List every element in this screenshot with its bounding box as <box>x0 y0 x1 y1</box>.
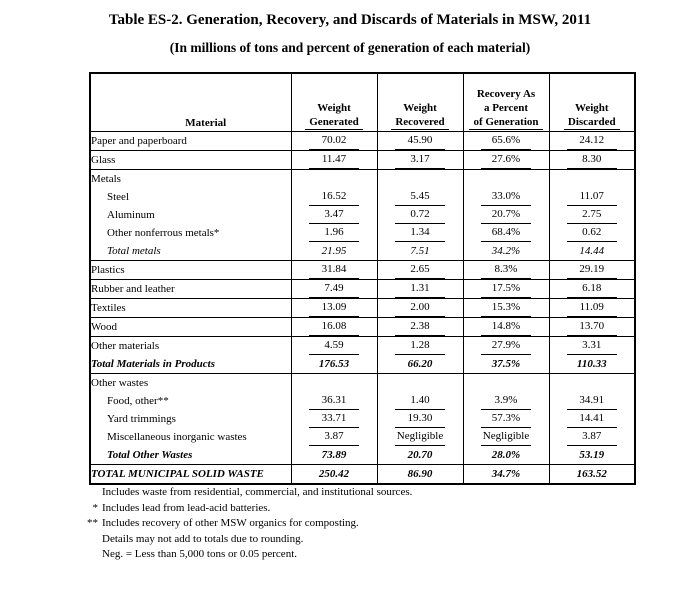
cell-recovered-value: 3.17 <box>395 151 445 169</box>
footnotes <box>80 485 412 563</box>
table-row <box>90 132 635 151</box>
row-label: Plastics <box>90 261 291 280</box>
header-discarded-line1: Weight <box>574 102 609 114</box>
footnote <box>80 501 412 517</box>
cell-recovered <box>377 188 463 206</box>
row-label: Food, other** <box>90 392 291 410</box>
cell-percent <box>463 261 549 280</box>
cell-recovered <box>377 428 463 446</box>
cell-percent <box>463 410 549 428</box>
cell-discarded <box>549 318 635 337</box>
row-label: Glass <box>90 151 291 170</box>
cell-discarded <box>549 280 635 299</box>
cell-recovered <box>377 446 463 465</box>
cell-recovered-value: 1.28 <box>395 337 445 355</box>
cell-discarded-value: 53.19 <box>579 448 605 461</box>
cell-generated-value: 16.52 <box>309 188 359 206</box>
table-row <box>90 410 635 428</box>
cell-percent-value: 37.5% <box>491 357 521 370</box>
table-row <box>90 428 635 446</box>
cell-percent-value: 14.8% <box>481 318 531 336</box>
row-label: Other wastes <box>90 374 291 393</box>
cell-generated-value: 250.42 <box>318 467 350 480</box>
cell-recovered-value: 1.34 <box>395 224 445 242</box>
cell-percent <box>463 151 549 170</box>
cell-percent <box>463 428 549 446</box>
cell-discarded <box>549 465 635 485</box>
footnote <box>80 547 412 563</box>
cell-percent-value: 65.6% <box>481 132 531 150</box>
cell-discarded-value: 11.09 <box>567 299 617 317</box>
cell-recovered <box>377 132 463 151</box>
cell-generated <box>291 374 377 393</box>
cell-generated <box>291 261 377 280</box>
cell-discarded-value: 110.33 <box>576 357 607 370</box>
cell-recovered-value: 2.00 <box>395 299 445 317</box>
header-discarded <box>549 73 635 132</box>
cell-generated <box>291 318 377 337</box>
table-row <box>90 392 635 410</box>
cell-discarded <box>549 151 635 170</box>
cell-generated-value: 70.02 <box>309 132 359 150</box>
cell-generated <box>291 188 377 206</box>
cell-percent <box>463 206 549 224</box>
table-title: Table ES-2. Generation, Recovery, and Discards of Materials in MSW, 2011 <box>108 12 592 28</box>
header-generated-line2: Generated <box>305 115 362 130</box>
header-material <box>90 73 291 132</box>
footnote <box>80 516 412 532</box>
table-row <box>90 224 635 242</box>
table-row <box>90 170 635 189</box>
cell-percent <box>463 224 549 242</box>
cell-generated <box>291 170 377 189</box>
footnote-mark: * <box>92 501 98 514</box>
cell-percent-value: 17.5% <box>481 280 531 298</box>
row-label: Miscellaneous inorganic wastes <box>90 428 291 446</box>
row-label: Yard trimmings <box>90 410 291 428</box>
cell-generated-value: 1.96 <box>309 224 359 242</box>
cell-generated-value: 176.53 <box>318 357 350 370</box>
cell-generated-value: 36.31 <box>309 392 359 410</box>
cell-discarded-value: 2.75 <box>567 206 617 224</box>
cell-percent <box>463 392 549 410</box>
footnote-text: Includes lead from lead-acid batteries. <box>102 501 271 514</box>
cell-discarded <box>549 374 635 393</box>
cell-generated <box>291 355 377 374</box>
header-percent-line3: of Generation <box>469 115 542 130</box>
cell-percent-value: 34.7% <box>491 467 521 480</box>
cell-percent <box>463 242 549 261</box>
cell-generated <box>291 299 377 318</box>
cell-recovered-value: 19.30 <box>395 410 445 428</box>
cell-generated <box>291 132 377 151</box>
cell-discarded <box>549 428 635 446</box>
cell-generated-value: 33.71 <box>309 410 359 428</box>
cell-generated <box>291 242 377 261</box>
row-label: Metals <box>90 170 291 189</box>
cell-discarded <box>549 392 635 410</box>
row-label: Other nonferrous metals* <box>90 224 291 242</box>
cell-generated-value: 13.09 <box>309 299 359 317</box>
cell-generated-value: 3.47 <box>309 206 359 224</box>
cell-discarded-value: 8.30 <box>567 151 617 169</box>
cell-generated-value: 3.87 <box>309 428 359 446</box>
cell-percent-value: 27.6% <box>481 151 531 169</box>
cell-discarded <box>549 188 635 206</box>
cell-recovered <box>377 410 463 428</box>
cell-percent <box>463 280 549 299</box>
table-row <box>90 446 635 465</box>
cell-discarded <box>549 410 635 428</box>
cell-recovered-value: 0.72 <box>395 206 445 224</box>
row-label: Textiles <box>90 299 291 318</box>
cell-discarded <box>549 170 635 189</box>
cell-discarded <box>549 355 635 374</box>
cell-discarded <box>549 132 635 151</box>
cell-generated-value: 4.59 <box>309 337 359 355</box>
cell-generated <box>291 280 377 299</box>
cell-percent <box>463 132 549 151</box>
table-row <box>90 374 635 393</box>
cell-discarded <box>549 206 635 224</box>
cell-percent-value: 33.0% <box>481 188 531 206</box>
cell-generated-value: 73.89 <box>321 448 347 461</box>
table-subtitle: (In millions of tons and percent of generation of each material) <box>169 40 531 55</box>
cell-percent <box>463 465 549 485</box>
cell-generated-value: 11.47 <box>309 151 359 169</box>
table-row <box>90 337 635 356</box>
cell-generated <box>291 337 377 356</box>
cell-generated-value: 7.49 <box>309 280 359 298</box>
row-label: Wood <box>90 318 291 337</box>
cell-recovered-value: 2.38 <box>395 318 445 336</box>
table-row <box>90 299 635 318</box>
cell-recovered <box>377 242 463 261</box>
footnote-text: Includes recovery of other MSW organics for composting. <box>102 517 359 529</box>
cell-percent-value: Negligible <box>481 428 531 446</box>
footnote-mark: ** <box>87 517 98 529</box>
cell-recovered-value: 1.40 <box>395 392 445 410</box>
cell-generated <box>291 410 377 428</box>
table-row <box>90 355 635 374</box>
table-row <box>90 465 635 485</box>
cell-recovered <box>377 280 463 299</box>
header-discarded-line2: Discarded <box>564 115 620 130</box>
cell-recovered-value: 86.90 <box>407 467 433 480</box>
cell-percent <box>463 374 549 393</box>
cell-discarded-value: 14.41 <box>567 410 617 428</box>
header-material-label: Material <box>185 117 227 129</box>
cell-recovered <box>377 224 463 242</box>
cell-percent-value: 20.7% <box>481 206 531 224</box>
cell-generated <box>291 446 377 465</box>
cell-recovered <box>377 261 463 280</box>
cell-percent-value: 27.9% <box>481 337 531 355</box>
cell-discarded-value: 163.52 <box>576 467 607 480</box>
cell-percent-value: 57.3% <box>481 410 531 428</box>
cell-recovered-value: 1.31 <box>395 280 445 298</box>
cell-percent-value: 34.2% <box>491 244 521 257</box>
cell-generated <box>291 151 377 170</box>
cell-percent <box>463 446 549 465</box>
cell-generated <box>291 206 377 224</box>
cell-generated <box>291 224 377 242</box>
table-row <box>90 318 635 337</box>
row-label: Other materials <box>90 337 291 356</box>
cell-discarded <box>549 299 635 318</box>
cell-recovered-value: 45.90 <box>395 132 445 150</box>
cell-recovered-value: Negligible <box>395 428 445 446</box>
row-label: Steel <box>90 188 291 206</box>
cell-recovered-value: 5.45 <box>395 188 445 206</box>
cell-discarded-value: 6.18 <box>567 280 617 298</box>
table-row <box>90 280 635 299</box>
cell-discarded-value: 3.87 <box>567 428 617 446</box>
row-label: Rubber and leather <box>90 280 291 299</box>
header-generated <box>291 73 377 132</box>
table-row <box>90 261 635 280</box>
table-row <box>90 242 635 261</box>
cell-discarded-value: 14.44 <box>579 244 605 257</box>
row-label: Paper and paperboard <box>90 132 291 151</box>
cell-generated-value: 16.08 <box>309 318 359 336</box>
cell-discarded <box>549 224 635 242</box>
cell-percent-value: 15.3% <box>481 299 531 317</box>
cell-discarded-value: 13.70 <box>567 318 617 336</box>
msw-table <box>89 72 636 485</box>
cell-generated-value: 31.84 <box>309 261 359 279</box>
cell-percent <box>463 355 549 374</box>
cell-percent-value: 8.3% <box>481 261 531 279</box>
table-row <box>90 206 635 224</box>
row-label: Total Materials in Products <box>90 355 291 374</box>
row-label: Total metals <box>90 242 291 261</box>
cell-generated-value: 21.95 <box>321 244 347 257</box>
cell-recovered <box>377 374 463 393</box>
cell-percent <box>463 170 549 189</box>
cell-recovered <box>377 465 463 485</box>
cell-discarded-value: 29.19 <box>567 261 617 279</box>
cell-recovered <box>377 355 463 374</box>
footnote <box>80 485 412 501</box>
cell-percent-value: 3.9% <box>481 392 531 410</box>
cell-discarded <box>549 242 635 261</box>
cell-recovered <box>377 170 463 189</box>
table-row <box>90 151 635 170</box>
cell-discarded-value: 11.07 <box>567 188 617 206</box>
header-percent-line1: Recovery As <box>476 88 536 100</box>
cell-discarded-value: 24.12 <box>567 132 617 150</box>
row-label: Aluminum <box>90 206 291 224</box>
cell-recovered <box>377 206 463 224</box>
table-body <box>90 132 635 485</box>
cell-generated <box>291 392 377 410</box>
footnote <box>80 532 412 548</box>
cell-percent <box>463 188 549 206</box>
cell-discarded-value: 3.31 <box>567 337 617 355</box>
cell-recovered-value: 2.65 <box>395 261 445 279</box>
cell-discarded <box>549 446 635 465</box>
cell-recovered-value: 66.20 <box>407 357 433 370</box>
header-recovered-line1: Weight <box>403 102 437 114</box>
footnote-text: Details may not add to totals due to rounding. <box>102 532 304 545</box>
table-row <box>90 188 635 206</box>
cell-percent <box>463 337 549 356</box>
row-label: Total Other Wastes <box>90 446 291 465</box>
cell-discarded <box>549 337 635 356</box>
cell-generated <box>291 428 377 446</box>
header-percent <box>463 73 549 132</box>
cell-generated <box>291 465 377 485</box>
header-percent-line2: a Percent <box>483 102 529 114</box>
footnote-text: Neg. = Less than 5,000 tons or 0.05 percent. <box>102 548 297 560</box>
cell-recovered <box>377 318 463 337</box>
cell-recovered <box>377 392 463 410</box>
row-label: TOTAL MUNICIPAL SOLID WASTE <box>90 465 291 485</box>
cell-recovered <box>377 299 463 318</box>
header-recovered-line2: Recovered <box>391 115 448 130</box>
cell-recovered <box>377 151 463 170</box>
header-row <box>90 73 635 132</box>
cell-discarded-value: 0.62 <box>567 224 617 242</box>
cell-recovered-value: 20.70 <box>407 448 433 461</box>
cell-percent-value: 28.0% <box>491 448 521 461</box>
header-recovered <box>377 73 463 132</box>
cell-recovered <box>377 337 463 356</box>
footnote-text: Includes waste from residential, commercial, and institutional sources. <box>102 486 413 498</box>
cell-percent-value: 68.4% <box>481 224 531 242</box>
cell-discarded-value: 34.91 <box>567 392 617 410</box>
cell-percent <box>463 318 549 337</box>
cell-percent <box>463 299 549 318</box>
header-generated-line1: Weight <box>317 102 351 114</box>
cell-recovered-value: 7.51 <box>410 244 430 257</box>
cell-discarded <box>549 261 635 280</box>
